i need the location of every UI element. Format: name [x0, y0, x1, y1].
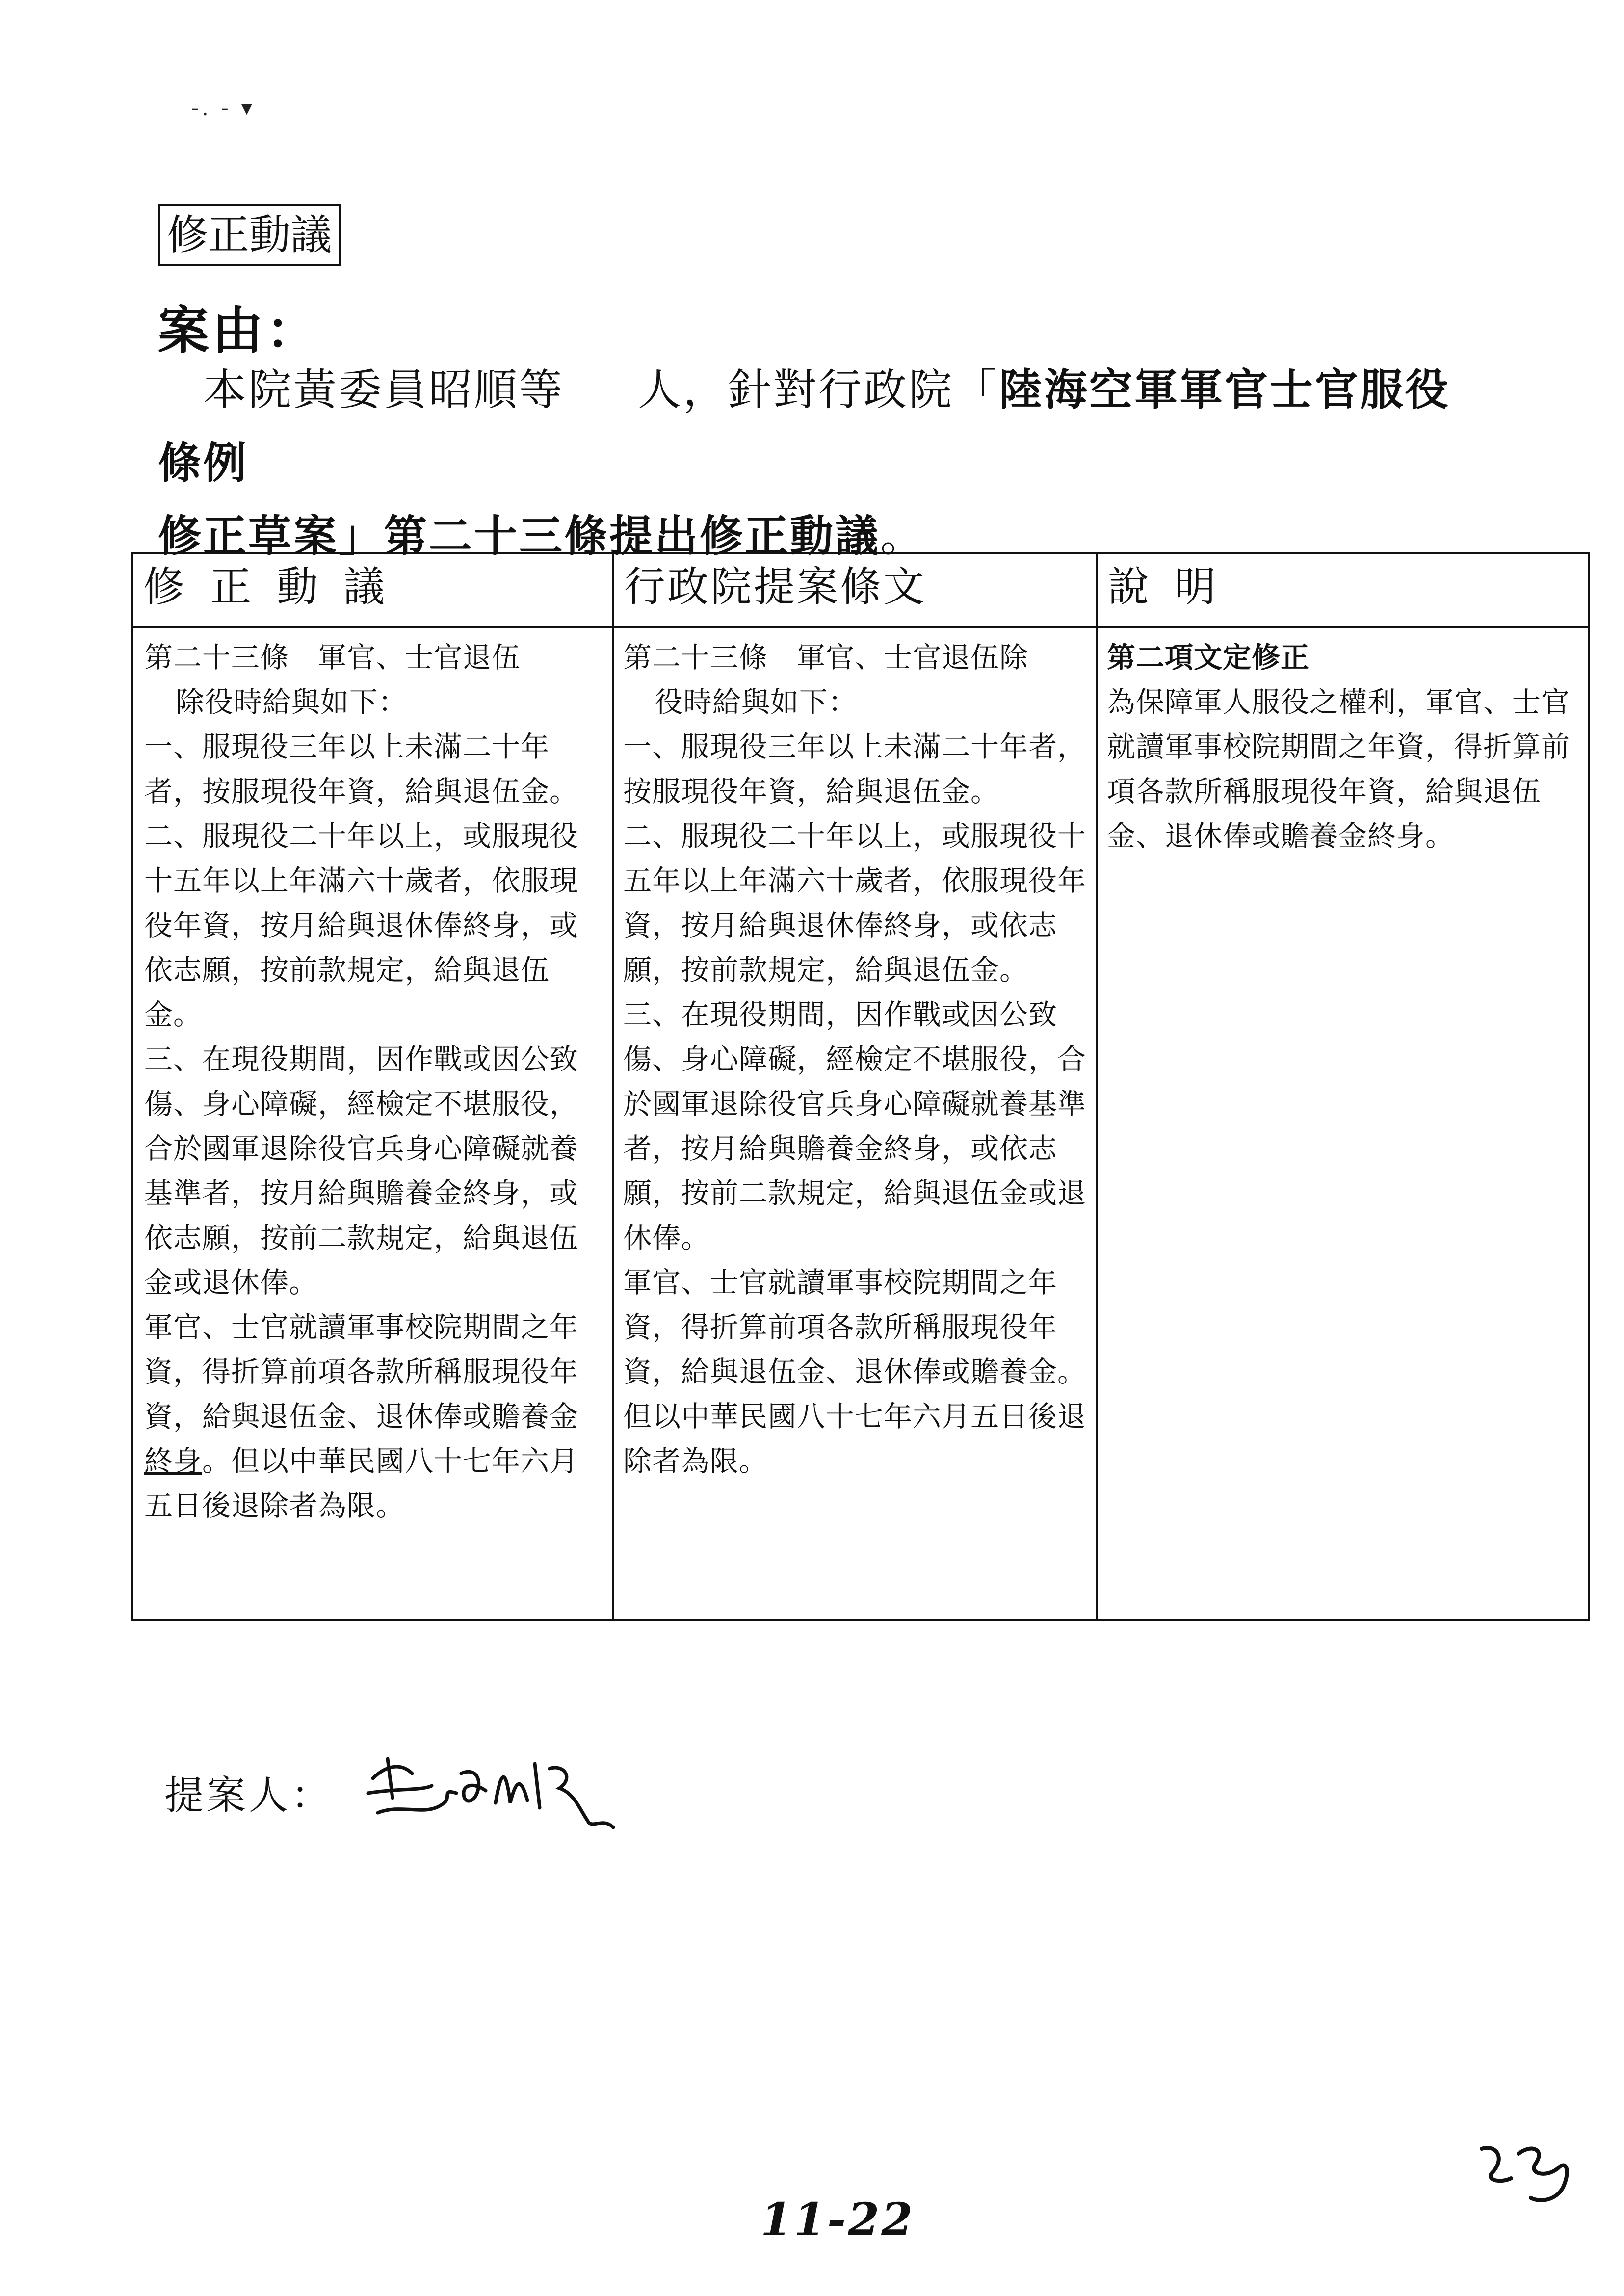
amendment-motion-label: 修正動議	[158, 204, 341, 266]
scan-artifact-mark: -. - ▾	[191, 96, 255, 121]
motion-underlined-insertion: 終身	[144, 1444, 203, 1478]
header-amendment-motion: 修正動議	[132, 553, 613, 627]
header-executive-proposal: 行政院提案條文	[613, 553, 1097, 627]
explanation-heading: 第二項文定修正	[1107, 641, 1310, 674]
handwritten-corner-mark-icon	[1472, 2129, 1585, 2208]
table-row	[132, 627, 1589, 1620]
explanation-body: 為保障軍人服役之權利，軍官、士官就讀軍事校院期間之年資，得折算前項各款所稱服現役年資，給與退伍金、退休俸或贍養金終身。	[1107, 685, 1571, 853]
comparison-table	[131, 552, 1590, 1621]
executive-item-3: 三、在現役期間，因作戰或因公致傷、身心障礙，經檢定不堪服役，合於國軍退除役官兵身心障礙就養基準者，按月給與贍養金終身，或依志願，按前二款規定，給與退伍金或退休俸。	[623, 998, 1087, 1254]
executive-article-first	[623, 635, 1087, 725]
intro-line1-mid: 人，針對行政院「	[638, 365, 999, 415]
executive-paragraph-2: 軍官、士官就讀軍事校院期間之年資，得折算前項各款所稱服現役年資，給與退伍金、退休俸或贍養金。但以中華民國八十七年六月五日後退除者為限。	[623, 1266, 1087, 1478]
bill-title-part-a: 陸海空軍軍官士官服役條例	[158, 364, 1451, 488]
bill-title-part-b: 修正草案」第二十三條提出修正動議	[158, 510, 881, 561]
motion-item-2: 二、服現役二十年以上，或服現役十五年以上年滿六十歲者，依服現役年資，按月給與退休俸終身，或依志願，按前款規定，給與退伍金。	[144, 819, 579, 1031]
motion-article-first-line: 第二十三條 軍官、士官退伍	[144, 641, 521, 674]
motion-article-first-hang: 除役時給與如下：	[176, 685, 408, 719]
header-explanation: 說明	[1097, 553, 1589, 627]
executive-item-1: 一、服現役三年以上未滿二十年者，按服現役年資，給與退伍金。	[623, 730, 1087, 808]
executive-article-first-hang: 役時給與如下：	[655, 685, 858, 719]
motion-cell	[132, 627, 613, 1620]
proposer-label: 提案人：	[164, 1773, 333, 1818]
intro-end: 。	[880, 511, 926, 561]
motion-article-first	[144, 635, 603, 725]
executive-article-first-line: 第二十三條 軍官、士官退伍除	[623, 641, 1029, 674]
explanation-cell	[1097, 627, 1589, 1620]
intro-line1-prefix: 本院黃委員昭順等	[203, 365, 565, 415]
motion-item-1: 一、服現役三年以上未滿二十年者，按服現役年資，給與退伍金。	[144, 730, 579, 808]
case-statement	[158, 353, 1483, 573]
motion-paragraph-2-after: 。但以中華民國八十七年六月五日後退除者為限。	[144, 1444, 579, 1522]
executive-item-2: 二、服現役二十年以上，或服現役十五年以上年滿六十歲者，依服現役年資，按月給與退休俸終身，或依志願，按前款規定，給與退伍金。	[623, 819, 1087, 987]
page-number-mark: 11-22	[760, 2193, 915, 2246]
proposer-signature-icon	[358, 1744, 653, 1837]
table-header-row	[132, 553, 1589, 627]
executive-cell	[613, 627, 1097, 1620]
motion-item-3: 三、在現役期間，因作戰或因公致傷、身心障礙，經檢定不堪服役，合於國軍退除役官兵身心障礙就養基準者，按月給與贍養金終身，或依志願，按前二款規定，給與退伍金或退休俸。	[144, 1043, 579, 1299]
motion-paragraph-2-before: 軍官、士官就讀軍事校院期間之年資，得折算前項各款所稱服現役年資，給與退伍金、退休俸或贍養金	[144, 1310, 579, 1433]
case-heading: 案由：	[158, 300, 320, 361]
motion-paragraph-2	[144, 1305, 603, 1528]
